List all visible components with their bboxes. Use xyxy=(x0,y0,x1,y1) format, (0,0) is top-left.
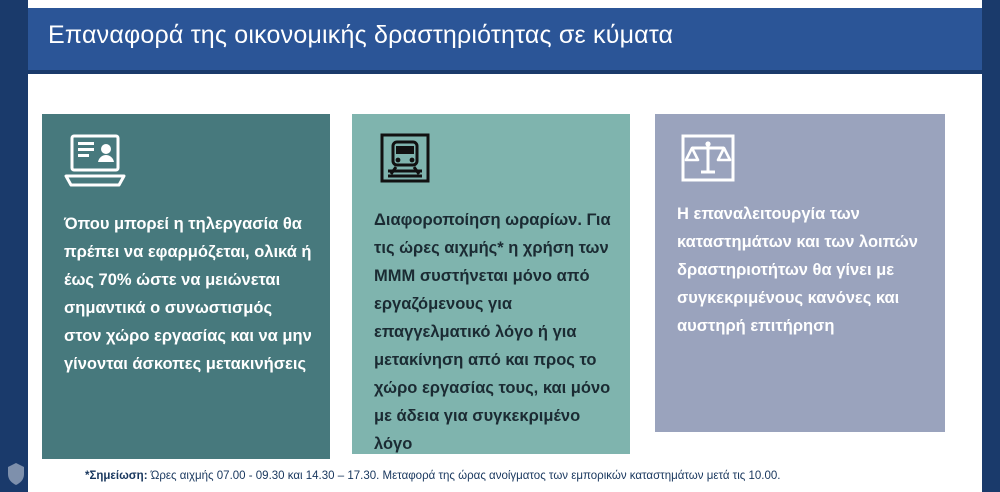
laptop-remote-work-icon xyxy=(64,130,126,192)
left-accent-band xyxy=(0,0,28,492)
title-bar xyxy=(28,8,982,70)
right-accent-band xyxy=(982,0,1000,492)
card-remote-work-text: Όπου μπορεί η τηλεργασία θα πρέπει να εφαρμόζεται, ολικά ή έως 70% ώστε να μειώνεται σημαντικά ο συνωστισμός στον χώρο εργασίας και να μην γίνονται άσκοπες μετακινήσεις xyxy=(64,215,312,373)
title-underline xyxy=(28,70,982,74)
train-public-transport-icon xyxy=(374,130,436,192)
card-reopening-rules xyxy=(655,114,945,432)
footnote-text: Ώρες αιχμής 07.00 - 09.30 και 14.30 – 17.30. Μεταφορά της ώρας ανοίγματος των εμπορικών καταστημάτων μετά τις 10.00. xyxy=(147,470,781,482)
card-public-transport xyxy=(352,114,630,454)
scales-balance-icon xyxy=(677,130,739,192)
card-public-transport-text: Διαφοροποίηση ωραρίων. Για τις ώρες αιχμής* η χρήση των ΜΜΜ συστήνεται μόνο από εργαζόμενους για επαγγελματικό λόγο ή για μετακίνηση από και προς το χώρο εργασίας τους, και μόνο με άδεια για συγκεκριμένο λόγο xyxy=(374,211,611,453)
emblem-icon xyxy=(6,462,26,486)
card-remote-work xyxy=(42,114,330,459)
footnote-label: *Σημείωση: xyxy=(85,470,148,482)
page-title: Επαναφορά της οικονομικής δραστηριότητας σε κύματα xyxy=(48,21,674,49)
footnote xyxy=(85,468,965,484)
card-reopening-rules-text: Η επαναλειτουργία των καταστημάτων και των λοιπών δραστηριοτήτων θα γίνει με συγκεκριμένους κανόνες και αυστηρή επιτήρηση xyxy=(677,205,918,335)
